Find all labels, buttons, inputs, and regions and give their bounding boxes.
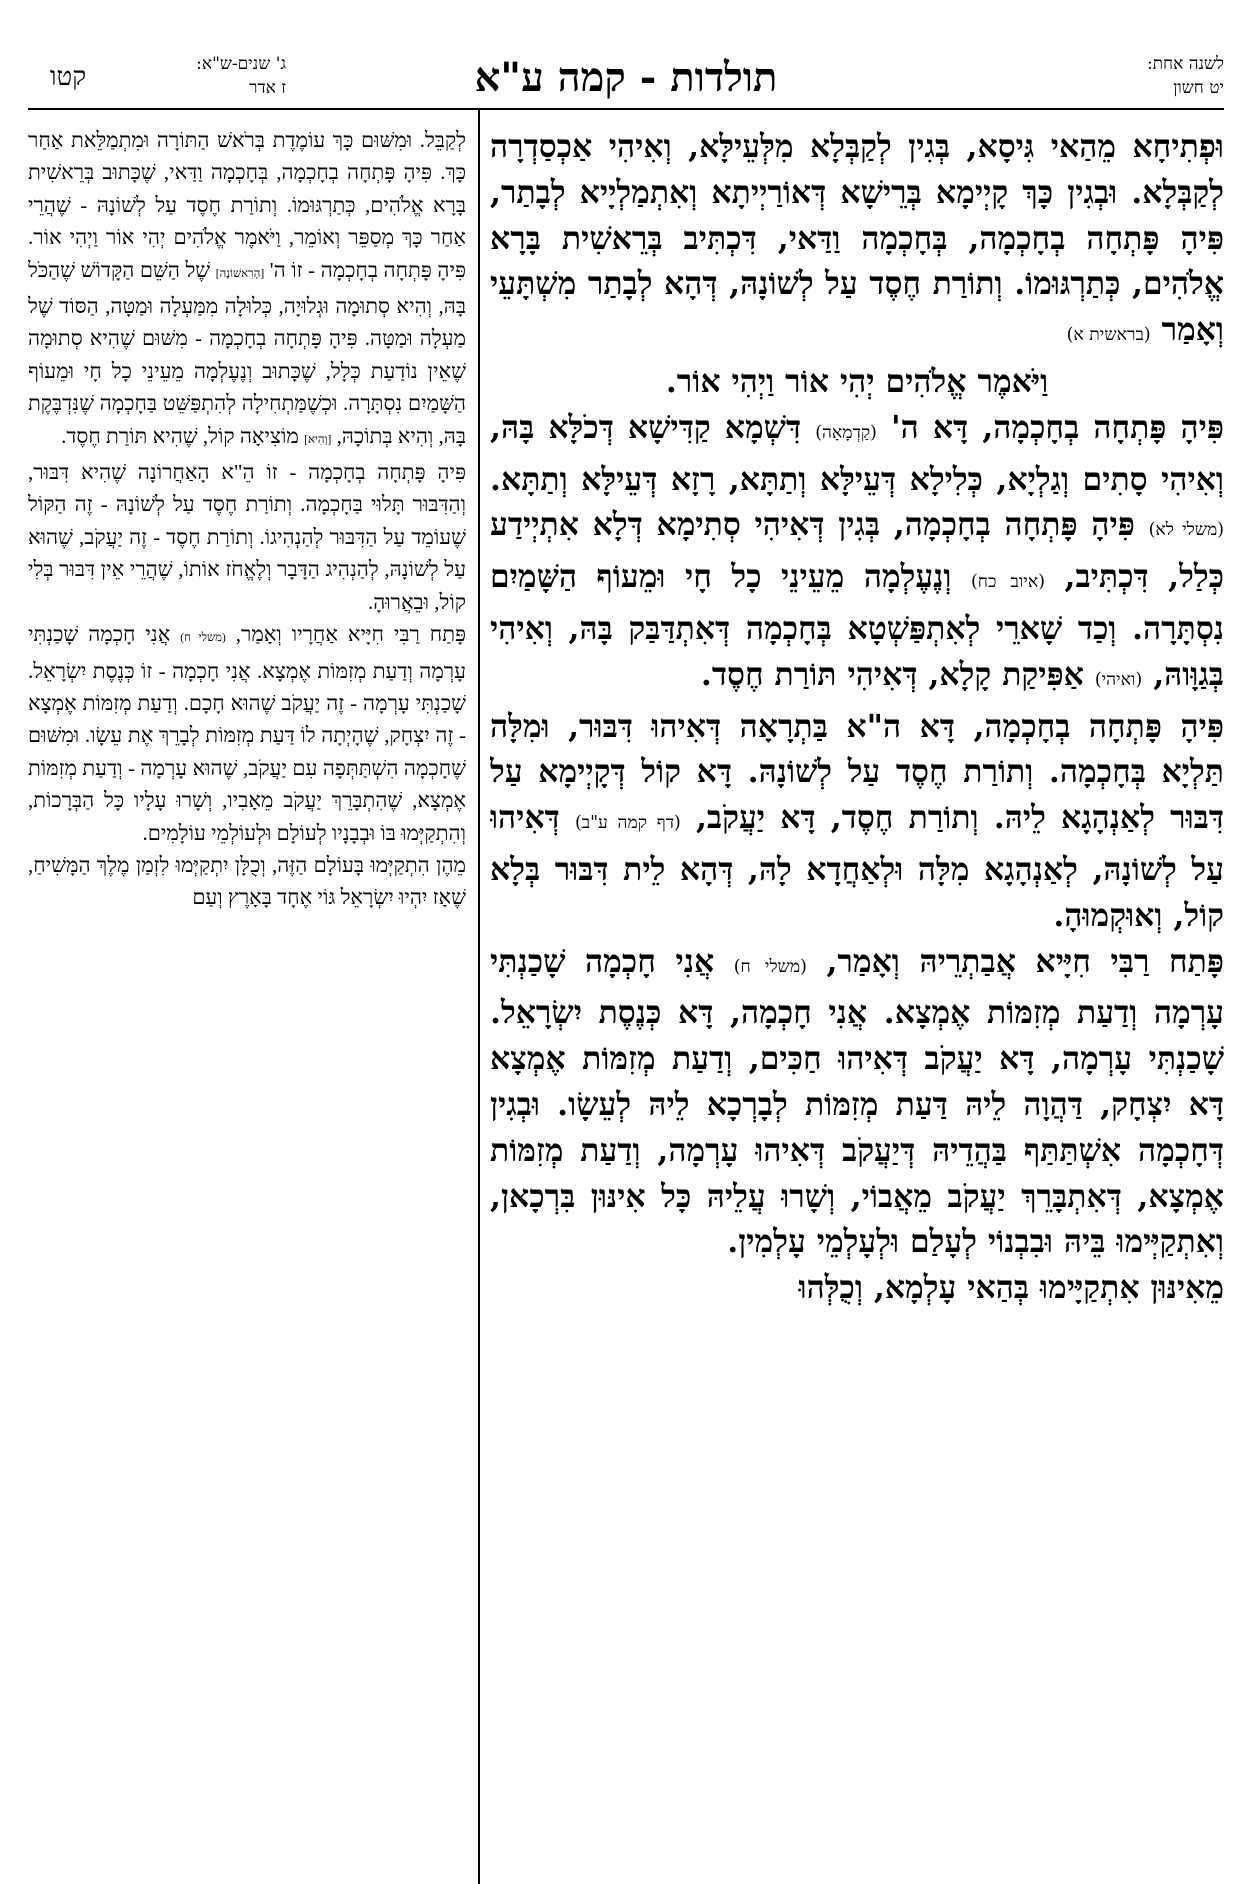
source-reference: (ואיהי): [1094, 669, 1143, 690]
source-reference: (קַדְמָאָה): [815, 422, 877, 443]
page-title: תולדות - קמה ע"א: [474, 54, 778, 101]
three-year-schedule: [116, 52, 286, 100]
three-year-label: ג' שנים-ש"א:: [196, 54, 286, 74]
one-year-label: לשנה אחת:: [1146, 54, 1224, 74]
side-paragraph: פִּיהָ פָּתְחָה בְחָכְמָה - זוֹ הֵ"א הָאַחֲרוֹנָה שֶׁהִיא דִּבּוּר, וְהַדִּבּוּר תָּלוּי בַּחָכְמָה. וְתוֹרַת חֶסֶד עַל לְשׁוֹנָהּ - זֶה הַקּוֹל שֶׁעוֹמֵד עַל הַדִּבּוּר לְהַנְהִיגוֹ. וְתוֹרַת חֶסֶד - זֶה יַעֲקֹב, שֶׁהוּא עַל לְשׁוֹנָהּ, לְהַנְהִיג הַדָּבָר וְלֶאֱחֹז אוֹתוֹ, שֶׁהֲרֵי אֵין דִּבּוּר בְּלִי קוֹל, וּבֵאֲרוּהָ.: [28, 460, 466, 614]
page-header: [28, 52, 1224, 110]
side-paragraph: מֵהֶן הִתְקַיְּמוּ בָּעוֹלָם הַזֶּה, וְכֻלָּן יִתְקַיְּמוּ לִזְמַן מֶלֶךְ הַמָּשִׁיחַ, שֶׁאָז יִהְיוּ יִשְׂרָאֵל גּוֹי אֶחָד בָּאָרֶץ וְעַם: [28, 852, 466, 910]
aramaic-text-column: [490, 124, 1224, 1874]
main-paragraph-end: וַיֹּאמֶר אֱלֹהִים יְהִי אוֹר וַיְהִי אוֹר.: [665, 362, 1049, 400]
main-paragraph: פִּיהָ פָּתְחָה בְחָכְמָה, דָּא ה' (קַדְמָאָה) דִּשְׁמָא קַדִּישָׁא דְּכֹלָּא בָּהּ, וְאִיהִי סָתִים וְגַלְיָא, כְּלִילָא דְּעֵילָּא וְתַתָּא, רָזָא דְּעֵילָּא וְתַתָּא. (משלי לא) פִּיהָ פָּתְחָה בְחָכְמָה, בְּגִין דְּאִיהִי סְתִימָא דְּלָא אִתְיְידַע כְּלַל, דִּכְתִּיב, (איוב כח) וְנֶעֶלְמָה מֵעֵינֵי כָל חָי וּמֵעוֹף הַשָּׁמַיִם נִסְתָּרָה. וְכַד שָׁארֵי לְאִתְפַּשְׁטָא בְּחָכְמָה דְּאִתְדַּבַּק בָּהּ, וְאִיהִי בְּגַוָּוהּ, (ואיהי) אַפִּיקַת קָלָא, דְּאִיהִי תּוֹרַת חֶסֶד.: [490, 408, 1224, 693]
source-reference: (משלי ח): [733, 956, 807, 977]
source-reference: (דף קמה ע"ב): [575, 813, 681, 834]
side-paragraph: לְקַבֵּל. וּמִשּׁוּם כָּךְ עוֹמֶדֶת בְּרֹאשׁ הַתּוֹרָה וּמִתְמַלֵּאת אַחַר כָּךְ. פִּיהָ פָּתְחָה בְחָכְמָה, בְּחָכְמָה וַדַּאי, שֶׁכָּתוּב בְּרֵאשִׁית בָּרָא אֱלֹהִים, כְּתַרְגּוּמוֹ. וְתוֹרַת חֶסֶד עַל לְשׁוֹנָהּ - שֶׁהֲרֵי אַחַר כָּךְ מְסַפֵּר וְאוֹמֵר, וַיֹּאמֶר אֱלֹהִים יְהִי אוֹר וַיְהִי אוֹר. פִּיהָ פָּתְחָה בְחָכְמָה - זוֹ ה' [הָרִאשׁוֹנָה] שֶׁל הַשֵּׁם הַקָּדוֹשׁ שֶׁהַכֹּל בָּהּ, וְהִיא סְתוּמָה וּגְלוּיָה, כְּלוּלָה מִמַּעְלָה וּמַטָּה, הַסּוֹד שֶׁל מַעְלָה וּמַטָּה. פִּיהָ פָּתְחָה בְחָכְמָה - מִשּׁוּם שֶׁהִיא סְתוּמָה שֶׁאֵין נוֹדַעַת כְּלָל, שֶׁכָּתוּב וְנֶעֶלְמָה מֵעֵינֵי כָל חָי וּמֵעוֹף הַשָּׁמַיִם נִסְתָּרָה. וּכְשֶׁמַּתְחִילָה לְהִתְפַּשֵּׁט בַּחָכְמָה שֶׁנִּדְבֶּקֶת בָּהּ, וְהִיא בְּתוֹכָהּ, [וְהִיא] מוֹצִיאָה קוֹל, שֶׁהִיא תּוֹרַת חֶסֶד.: [28, 128, 466, 448]
page-number: קטו: [49, 62, 87, 92]
hebrew-translation-column: [28, 124, 466, 1874]
main-paragraph: פִּיהָ פָּתְחָה בְחָכְמָה, דָּא ה"א בַּתְרָאָה דְּאִיהוּ דִּבּוּר, וּמִלָּה תַּלְיָא בְּחָכְמָה. וְתוֹרַת חֶסֶד עַל לְשׁוֹנָהּ. דָּא קוֹל דְּקָיְימָא עַל דִּבּוּר לְאַנְהָגָא לֵיהּ. וְתוֹרַת חֶסֶד, דָּא יַעֲקֹב, (דף קמה ע"ב) דְּאִיהוּ עַל לְשׁוֹנָהּ, לְאַנְהָגָא מִלָּה וּלְאַחֲדָא לָהּ, דְּהָא לֵית דִּבּוּר בְּלָא קוֹל, וְאוּקְמוּהָ.: [490, 707, 1224, 934]
source-reference: [וְהִיא]: [304, 433, 332, 446]
one-year-date: יט חשון: [1173, 78, 1224, 98]
main-paragraph: וּפְתִיחָא מֵהַאי גִּיסָא, בְּגִין לְקַבְּלָא מִלְּעֵילָּא, וְאִיהִי אַכְסַדְרָה לְקַבְּלָא. וּבְגִין כָּךְ קָיְימָא בְּרֵישָׁא דְּאוֹרַיְיתָא וְאִתְמַלְיָיא לְבָתַר, פִּיהָ פָּתְחָה בְחָכְמָה, בְּחָכְמָה וַדַּאי, דִּכְתִּיב בְּרֵאשִׁית בָּרָא אֱלֹהִים, כְּתַרְגּוּמוֹ. וְתוֹרַת חֶסֶד עַל לְשׁוֹנָהּ, דְּהָא לְבָתַר מִשְׁתָּעֵי וְאָמַר (בראשית א): [490, 128, 1224, 349]
source-reference: (משלי לא): [1148, 520, 1224, 541]
main-paragraph: פָּתַח רַבִּי חִיָּיא אֲבַתְרֵיהּ וְאָמַר, (משלי ח) אֲנִי חָכְמָה שָׁכַנְתִּי עָרְמָה וְדַעַת מְזִמּוֹת אֶמְצָא. אֲנִי חָכְמָה, דָּא כְּנֶסֶת יִשְׂרָאֵל. שָׁכַנְתִּי עָרְמָה, דָּא יַעֲקֹב דְּאִיהוּ חַכִּים, וְדַעַת מְזִמּוֹת אֶמְצָא דָּא יִצְחָק, דַּהֲוָה לֵיהּ דַּעַת מְזִמּוֹת לְבָרְכָא לֵיהּ לְעֵשָׂו. וּבְגִין דְּחָכְמָה אִשְׁתַּתַּף בַּהֲדֵיהּ דְּיַעֲקֹב דְּאִיהוּ עָרְמָה, וְדַעַת מְזִמּוֹת אֶמְצָא, דְּאִתְבָּרֵךְ יַעֲקֹב מֵאֲבוֹי, וְשָׁרוּ עֲלֵיהּ כָּל אִינּוּן בִּרְכָאן, וְאִתְקַיְּימוּ בֵּיהּ וּבִבְנוֹי לְעָלַם וּלְעָלְמֵי עָלְמִין.: [490, 942, 1224, 1261]
source-reference: [הָרִאשׁוֹנָה]: [215, 267, 265, 280]
source-reference: (בראשית א): [1066, 325, 1151, 346]
column-divider: [478, 108, 480, 1884]
main-paragraph: מֵאִינּוּן אִתְקַיָּימוּ בְּהַאי עָלְמָא, וְכֻלְּהוּ: [798, 1269, 1224, 1307]
three-year-date: ז אדר: [249, 78, 286, 98]
source-reference: (משלי ח): [180, 632, 226, 645]
side-paragraph: פָּתַח רַבִּי חִיָּיא אַחֲרָיו וְאָמַר, (משלי ח) אֲנִי חָכְמָה שָׁכַנְתִּי עָרְמָה וְדַעַת מְזִמּוֹת אֶמְצָא. אֲנִי חָכְמָה - זוֹ כְּנֶסֶת יִשְׂרָאֵל. שָׁכַנְתִּי עָרְמָה - זֶה יַעֲקֹב שֶׁהוּא חָכָם. וְדַעַת מְזִמּוֹת אֶמְצָא - זֶה יִצְחָק, שֶׁהָיְתָה לוֹ דַּעַת מְזִמּוֹת לְבָרֵךְ אֶת עֵשָׂו. וּמִשּׁוּם שֶׁחָכְמָה הִשְׁתַּתְּפָה עִם יַעֲקֹב, שֶׁהוּא עָרְמָה - וְדַעַת מְזִמּוֹת אֶמְצָא, שֶׁהִתְבָּרֵךְ יַעֲקֹב מֵאָבִיו, וְשָׁרוּ עָלָיו כָּל הַבְּרָכוֹת, וְהִתְקַיְּמוּ בּוֹ וּבְבָנָיו לְעוֹלָם וּלְעוֹלְמֵי עוֹלָמִים.: [28, 622, 466, 845]
source-reference: (איוב כח): [971, 572, 1045, 593]
